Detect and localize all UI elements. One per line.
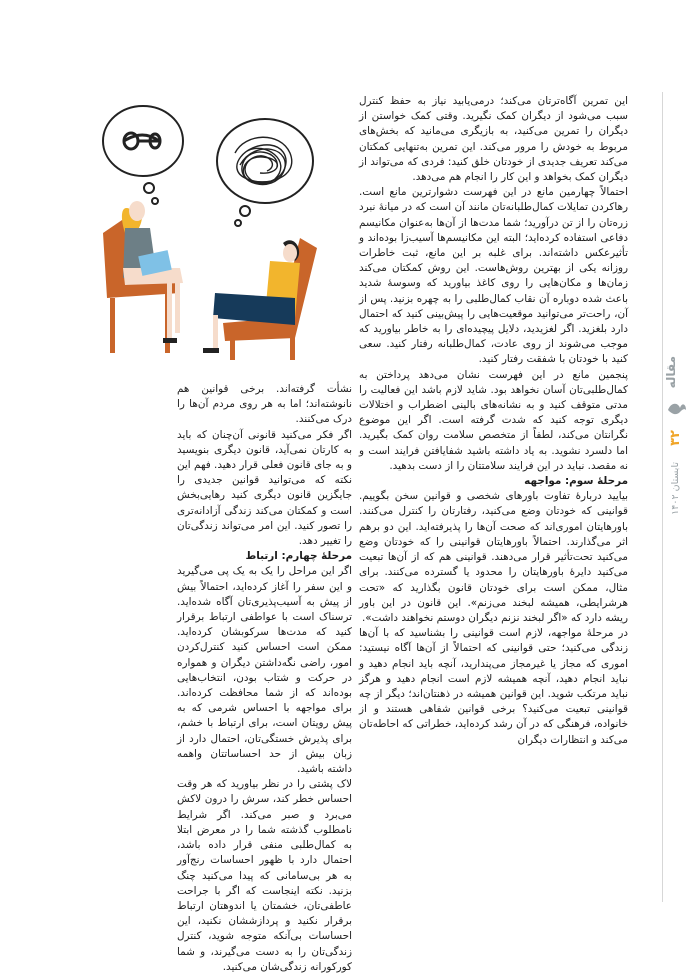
text-column-right	[359, 94, 628, 748]
paragraph: لاک پشتی را در نظر بیاورید که هر وقت احساس خطر کند، سرش را درون لاکش می‌برد و صبر می‌کند. اگر شرایط نامطلوب گذشته شما را در معرض ابتلا به کمال‌طلبی منفی قرار داده باشد، احتمال دارد با ظهور احساسات رنج‌آور به هر بی‌سامانی که پیدا می‌کنید چنگ بزنید. نکته اینجاست که اگر با جراحت عاطفی‌تان، خشمتان یا اندوهتان ارتباط برقرار نکنید و پردازششان نکنید، این احساسات بی‌آنکه متوجه شوید، کنترل زندگی‌تان را به دست می‌گیرند، و شما کورکورانه زندگی‌شان می‌کنید.	[177, 778, 352, 973]
paragraph: بیایید دربارهٔ تفاوت باورهای شخصی و قوانین سخن بگوییم. قوانینی که خودتان وضع می‌کنید، رفتارتان را کنترل می‌کنند. باورهایتان اموری‌اند که صحت آن‌ها را پذیرفته‌اید. این دو برهم اثر می‌گذارند. احتمالاً باورهایتان قوانینی را که خودتان وضع می‌کنید تحت‌تأثیر قرار می‌دهند. قوانینی هم که از آن‌ها تبعیت می‌کنید دایرهٔ باورهایتان را محدود یا گسترده می‌کنند. برای مثال، ممکن است برای خودتان قانون بگذارید که «تحت هرشرایطی، همیشه لبخند می‌زنم». این قانون در این باور ریشه دارد که «اگر لبخند نزنم دیگران دوستم نخواهند داشت».	[359, 490, 628, 624]
paragraph: پنجمین مانع در این فهرست نشان می‌دهد پرداختن به کمال‌طلبی‌تان آسان نخواهد بود. شاید لازم باشد این فعالیت را مدتی متوقف کنید و به نشانه‌های بالینی اضطراب و اختلالات دیگری توجه کنید که شدت گرفته است. اگر این موضوع نگرانتان می‌کند، لطفاً از متخصص سلامت روان کمک بگیرید. اما دلسرد نشوید. به یاد داشته باشید شفایافتن فرایند است و نه مقصد. نباید در این فرایند سلامتتان را از دست بدهید.	[359, 368, 628, 472]
paragraph: نشأت گرفته‌اند. برخی قوانین هم نانوشته‌اند؛ اما به هر روی مردم آن‌ها را درک می‌کنند.	[177, 383, 352, 426]
section-heading: مرحلهٔ سوم: مواجهه	[524, 475, 628, 488]
section-heading: مرحلهٔ چهارم: ارتباط	[245, 550, 352, 563]
magazine-logo-icon	[666, 398, 688, 420]
section-label: مقاله	[664, 356, 678, 389]
paragraph: اگر این مراحل را یک به یک پی می‌گیرید و این سفر را آغاز کرده‌اید، احتمالاً بیش از پیش به آسیب‌پذیری‌تان آگاه شده‌اید. ترسناک است با عواطفی ارتباط برقرار کنید که مدت‌ها سرکوبشان کرده‌اید. ممکن است احساس کنید کنترل‌کردن امور، راضی نگه‌داشتن دیگران و همواره در حرکت و شتاب بودن، انتخاب‌هایی بوده‌اند که از شما محافظت کرده‌اند. برای مواجهه با احساس شرمی که به پیش رویتان است، برای ارتباط با خشم، برای پذیرش خستگی‌تان، احتمال دارد از زبان بیش از حد احساساتتان واهمه داشته باشید.	[177, 565, 352, 776]
therapy-illustration	[95, 93, 320, 367]
therapy-session-illustration-icon	[95, 93, 320, 363]
sidebar-rule	[662, 92, 663, 902]
text-column-left	[177, 382, 352, 975]
paragraph: در مرحلهٔ مواجهه، لازم است قوانینی را بشناسید که با آن‌ها زندگی می‌کنید؛ حتی قوانینی که احتمالاً از آن‌ها آگاه نیستید: اموری که مجاز یا غیرمجاز می‌پندارید، آنچه باید انجام دهید و نباید انجام دهید، آنچه همیشه لازم است انجام دهید و هرگز نباید مرتکب شوید. این قوانین همیشه در ذهنتان‌اند؛ دیگر از چه قوانینی تبعیت می‌کنید؟ برخی قوانین شفاهی هستند و از خانواده، فرهنگی که در آن رشد کرده‌اید، خطراتی که احاطه‌تان می‌کند و انتظارات دیگران	[359, 627, 628, 746]
thought-bubble-right	[217, 119, 313, 203]
paragraph: اگر فکر می‌کنید قانونی آن‌چنان که باید به کارتان نمی‌آید، قانون دیگری بنویسید و به جای قانون فعلی قرار دهید. فهم این نکته که می‌توانید قوانین جدیدی را جایگزین قانون دیگری کنید رهایی‌بخش است و کمکتان می‌کند زندگی آزادانه‌تری را تصور کنید. این امر می‌تواند زندگی‌تان را تغییر دهد.	[177, 428, 352, 548]
issue-label: تابستان ۱۴۰۲	[670, 462, 681, 515]
paragraph: این تمرین آگاه‌ترتان می‌کند؛ درمی‌یابید نیاز به حفظ کنترل سبب می‌شود از دیگران کمک نگیرید. وقتی کمک خواستن از دیگران را تمرین می‌کنید، به بازیگری می‌مانید که بخش‌های مربوط به خودش را مرور می‌کند. این تمرین به‌تنهایی کمکتان می‌کند تعریف جدیدی از خودتان خلق کنید: فردی که می‌تواند از دیگران کمک بخواهد و این کار را انجام هم می‌دهد.	[359, 95, 628, 184]
paragraph: احتمالاً چهارمین مانع در این فهرست دشوارترین مانع است. رهاکردن تمایلات کمال‌طلبانه‌تان مانند آن است که در میانهٔ نبرد زره‌تان را از تن درآورید؛ شما مدت‌ها از آن‌ها به‌عنوان مکانیسم دفاعی استفاده کرده‌اید؛ البته این مکانیسم‌ها آسیب‌زا بوده‌اند و تأثیرعکس داشته‌اند. برای غلبه بر این مانع، ثبت خاطرات روزانه یکی از بهترین روش‌هاست. این روش کمکتان می‌کند زمان‌ها و مکان‌هایی را روی کاغذ بیاورید که وسوسهٔ شدید باعث شده دوباره آن نقاب کمال‌طلبی را به چهره بزنید. پس از آن، راحت‌تر می‌توانید موقعیت‌هایی را پیش‌بینی کنید که احتمال دارد بلغزید. اگر لغزیدید، دلایل پیچیده‌ای را به خاطر بیاورید که موجب می‌شوند از روی عادت، کمال‌طلبانه رفتار کنید. سعی کنید با خودتان با شفقت رفتار کنید.	[359, 186, 628, 366]
page-sidebar	[640, 0, 700, 900]
therapist-figure	[122, 201, 183, 343]
page-number: ۳۲	[668, 430, 683, 446]
